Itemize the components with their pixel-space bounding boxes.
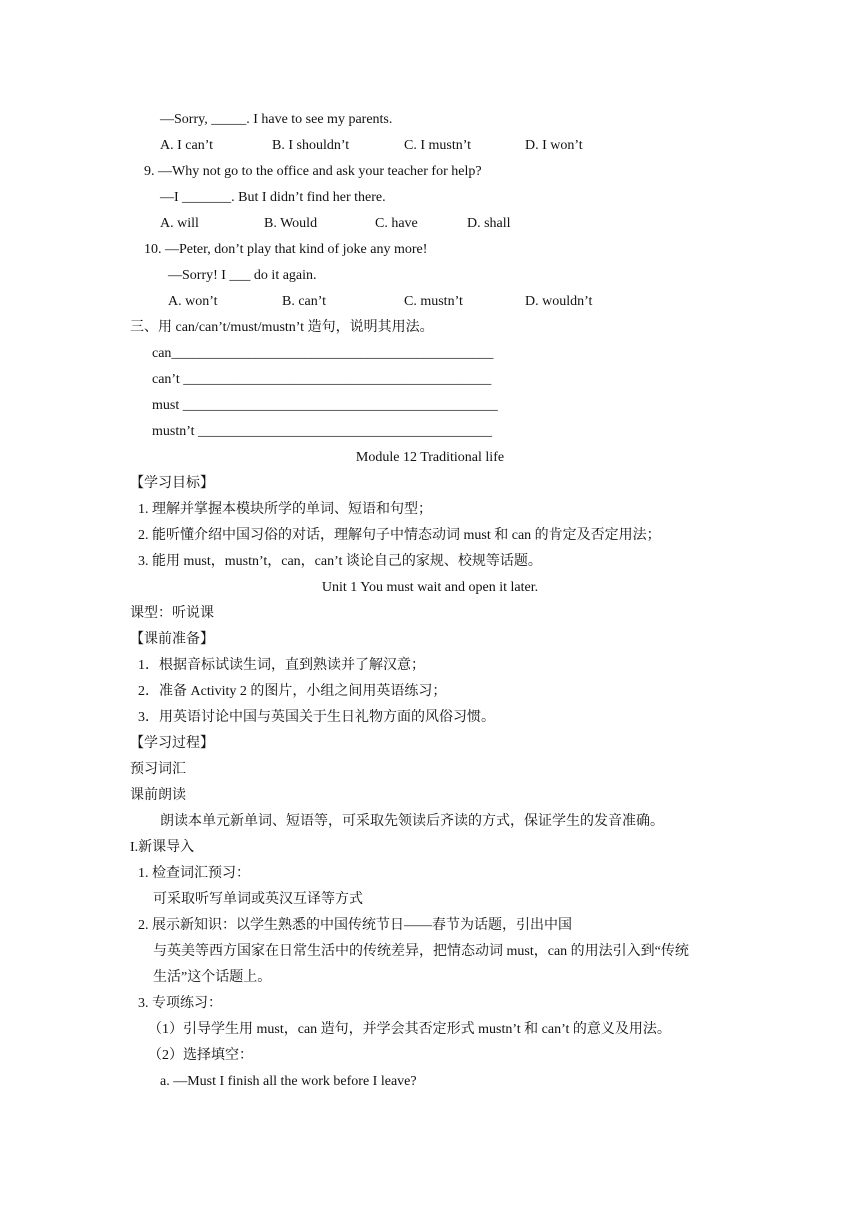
q10-option-a: A. won’t	[168, 294, 218, 309]
q8-option-b: B. I shouldn’t	[272, 138, 350, 153]
process-step-1: 1. 检查词汇预习：	[138, 866, 250, 881]
q10-answer-line: —Sorry! I ___ do it again.	[168, 268, 317, 283]
prep-heading: 【课前准备】	[130, 632, 214, 647]
section3-line-mustnt: mustn’t __________________________________________	[152, 424, 493, 439]
process-preview: 预习词汇	[130, 762, 186, 777]
section3-line-must: must _____________________________________________	[152, 398, 498, 413]
q9-answer-line: —I _______. But I didn’t find her there.	[160, 190, 386, 205]
q9-option-c: C. have	[375, 216, 418, 231]
process-sub-2: （2）选择填空：	[148, 1048, 253, 1063]
q10-option-d: D. wouldn’t	[525, 294, 593, 309]
q8-option-d: D. I won’t	[525, 138, 583, 153]
q9-option-d: D. shall	[467, 216, 511, 231]
process-step-2-cont-2: 生活”这个话题上。	[153, 970, 272, 985]
section3-line-can: can______________________________________________	[152, 346, 494, 361]
process-step-1-text: 可采取听写单词或英汉互译等方式	[153, 892, 363, 907]
q8-option-c: C. I mustn’t	[404, 138, 472, 153]
process-step-2-cont-1: 与英美等西方国家在日常生活中的传统差异，把情态动词 must，can 的用法引入到“传统	[153, 944, 689, 959]
process-reading: 课前朗读	[130, 788, 186, 803]
goal-item-2: 2. 能听懂介绍中国习俗的对话，理解句子中情态动词 must 和 can 的肯定及否定用法；	[138, 528, 661, 543]
q9-question: 9. —Why not go to the office and ask your teacher for help?	[144, 164, 482, 179]
prep-item-2: 2．准备 Activity 2 的图片，小组之间用英语练习；	[138, 684, 447, 699]
q8-answer-line: —Sorry, _____. I have to see my parents.	[160, 112, 393, 127]
q10-question: 10. —Peter, don’t play that kind of joke any more!	[144, 242, 428, 257]
section3-heading: 三、用 can/can’t/must/mustn’t 造句，说明其用法。	[130, 320, 434, 335]
process-intro: I.新课导入	[130, 840, 195, 855]
unit-title: Unit 1 You must wait and open it later.	[321, 580, 539, 595]
q10-option-b: B. can’t	[282, 294, 327, 309]
prep-item-1: 1．根据音标试读生词，直到熟读并了解汉意；	[138, 658, 425, 673]
process-sub-2a: a. —Must I finish all the work before I leave?	[160, 1074, 417, 1089]
process-heading: 【学习过程】	[130, 736, 214, 751]
q9-option-a: A. will	[160, 216, 199, 231]
section3-line-cant: can’t ____________________________________________	[152, 372, 492, 387]
q8-option-a: A. I can’t	[160, 138, 213, 153]
goal-item-1: 1. 理解并掌握本模块所学的单词、短语和句型；	[138, 502, 432, 517]
prep-item-3: 3．用英语讨论中国与英国关于生日礼物方面的风俗习惯。	[138, 710, 495, 725]
q9-option-b: B. Would	[264, 216, 318, 231]
module-title: Module 12 Traditional life	[355, 450, 505, 465]
process-sub-1: （1）引导学生用 must，can 造句，并学会其否定形式 mustn’t 和 can’t 的意义及用法。	[148, 1022, 671, 1037]
process-step-3: 3. 专项练习：	[138, 996, 222, 1011]
goal-item-3: 3. 能用 must，mustn’t，can，can’t 谈论自己的家规、校规等话题。	[138, 554, 542, 569]
process-reading-text: 朗读本单元新单词、短语等，可采取先领读后齐读的方式，保证学生的发音准确。	[160, 814, 664, 829]
process-step-2: 2. 展示新知识：以学生熟悉的中国传统节日——春节为话题，引出中国	[138, 918, 572, 933]
lesson-type: 课型：听说课	[130, 606, 214, 621]
q10-option-c: C. mustn’t	[404, 294, 463, 309]
goals-heading: 【学习目标】	[130, 476, 214, 491]
